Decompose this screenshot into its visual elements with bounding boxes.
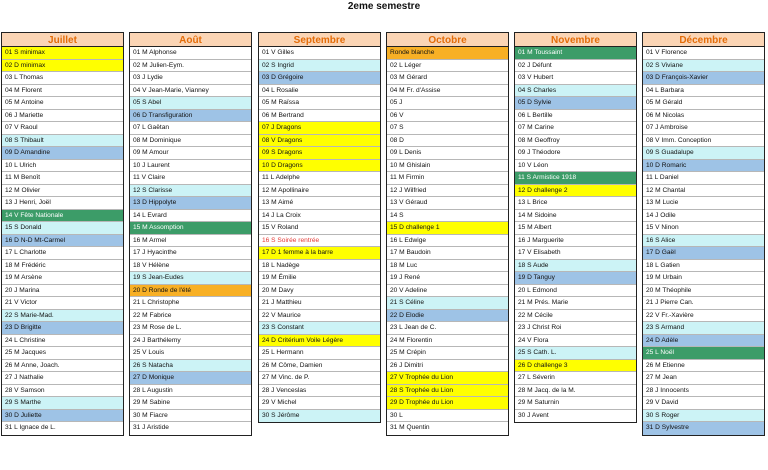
day-row: 27 M Vinc. de P. xyxy=(259,372,380,385)
day-row: 08 M Geoffroy xyxy=(515,135,636,148)
day-row: 17 L Charlotte xyxy=(2,247,123,260)
day-row: 20 J Marina xyxy=(2,285,123,298)
day-row: 22 V Fr.-Xavière xyxy=(643,310,764,323)
day-row: 02 L Léger xyxy=(387,60,508,73)
day-row: 08 V Dragons xyxy=(259,135,380,148)
day-row: 23 J Christ Roi xyxy=(515,322,636,335)
day-row: 30 M Fiacre xyxy=(130,410,251,423)
day-row: 19 J René xyxy=(387,272,508,285)
day-row: 11 L Daniel xyxy=(643,172,764,185)
day-row: 23 M Rose de L. xyxy=(130,322,251,335)
day-row: 05 J xyxy=(387,97,508,110)
day-row: 05 S Abel xyxy=(130,97,251,110)
day-row: 15 V Roland xyxy=(259,222,380,235)
day-row: 29 D Trophée du Lion xyxy=(387,397,508,410)
day-row: 08 D xyxy=(387,135,508,148)
day-row: 10 D Romaric xyxy=(643,160,764,173)
day-list xyxy=(258,47,381,423)
day-row: 01 V Gilles xyxy=(259,47,380,60)
day-row: 13 J Henri, Joël xyxy=(2,197,123,210)
day-row: 18 M Frédéric xyxy=(2,260,123,273)
day-row: 13 M Aimé xyxy=(259,197,380,210)
day-row: 21 S Céline xyxy=(387,297,508,310)
day-row: 19 S Jean-Eudes xyxy=(130,272,251,285)
day-row: 07 L Gaëtan xyxy=(130,122,251,135)
day-row: 17 D Gaël xyxy=(643,247,764,260)
day-row: 20 D Ronde de l'été xyxy=(130,285,251,298)
day-row: 14 L Evrard xyxy=(130,210,251,223)
day-row: 14 J Odile xyxy=(643,210,764,223)
day-list xyxy=(642,47,765,436)
day-row: 08 V Imm. Conception xyxy=(643,135,764,148)
day-row: 02 S Ingrid xyxy=(259,60,380,73)
day-row: 29 V David xyxy=(643,397,764,410)
day-row: 06 D Transfiguration xyxy=(130,110,251,123)
month-column xyxy=(642,32,765,436)
day-row: 10 M Ghislain xyxy=(387,160,508,173)
day-row: 28 M Jacq. de la M. xyxy=(515,385,636,398)
day-row: 29 M Saturnin xyxy=(515,397,636,410)
day-row: 01 M Toussaint xyxy=(515,47,636,60)
day-row: 05 D Sylvie xyxy=(515,97,636,110)
day-row: 04 M Florent xyxy=(2,85,123,98)
day-row: 31 M Quentin xyxy=(387,422,508,435)
day-row: 04 V Jean-Marie, Vianney xyxy=(130,85,251,98)
day-row: 20 L Edmond xyxy=(515,285,636,298)
day-row: 19 M Arsène xyxy=(2,272,123,285)
month-column xyxy=(129,32,252,436)
day-row: 15 V Ninon xyxy=(643,222,764,235)
day-row: 14 V Fête Nationale xyxy=(2,210,123,223)
day-row: 25 M Crépin xyxy=(387,347,508,360)
day-row: 20 V Adeline xyxy=(387,285,508,298)
day-row: 23 S Armand xyxy=(643,322,764,335)
day-row: 12 M Chantal xyxy=(643,185,764,198)
day-row: 14 J La Croix xyxy=(259,210,380,223)
day-row: 17 M Baudoin xyxy=(387,247,508,260)
day-list xyxy=(129,47,252,436)
day-row: 12 M Apollinaire xyxy=(259,185,380,198)
day-row: 11 M Firmin xyxy=(387,172,508,185)
day-row: 26 J Dimitri xyxy=(387,360,508,373)
day-row: 21 J Pierre Can. xyxy=(643,297,764,310)
day-row: 19 M Urbain xyxy=(643,272,764,285)
day-row: 03 L Thomas xyxy=(2,72,123,85)
day-list xyxy=(1,47,124,436)
day-row: 03 M Gérard xyxy=(387,72,508,85)
day-row: 16 M Armel xyxy=(130,235,251,248)
day-row: 24 L Christine xyxy=(2,335,123,348)
day-row: 22 V Maurice xyxy=(259,310,380,323)
day-row: 23 L Jean de C. xyxy=(387,322,508,335)
day-row: 13 V Géraud xyxy=(387,197,508,210)
day-row: 22 M Cécile xyxy=(515,310,636,323)
day-row: 11 M Benoît xyxy=(2,172,123,185)
day-row: 23 S Constant xyxy=(259,322,380,335)
day-row: 27 D Monique xyxy=(130,372,251,385)
day-row: 29 S Marthe xyxy=(2,397,123,410)
day-row: 21 V Victor xyxy=(2,297,123,310)
day-row: 24 D Critérium Voile Légère xyxy=(259,335,380,348)
day-row: 25 V Louis xyxy=(130,347,251,360)
day-row: 01 M Alphonse xyxy=(130,47,251,60)
day-row: 02 D minimax xyxy=(2,60,123,73)
day-row: 02 S Viviane xyxy=(643,60,764,73)
day-row: 04 M Fr. d'Assise xyxy=(387,85,508,98)
day-row: 26 M Anne, Joach. xyxy=(2,360,123,373)
day-row: 12 D challenge 2 xyxy=(515,185,636,198)
day-row: 09 S Dragons xyxy=(259,147,380,160)
day-row: 06 J Mariette xyxy=(2,110,123,123)
day-row: 03 V Hubert xyxy=(515,72,636,85)
day-row: 04 S Charles xyxy=(515,85,636,98)
day-row: 19 M Émilie xyxy=(259,272,380,285)
page-title: 2eme semestre xyxy=(347,1,421,12)
day-row: 15 D challenge 1 xyxy=(387,222,508,235)
day-row: 24 D Adèle xyxy=(643,335,764,348)
day-row: 04 L Barbara xyxy=(643,85,764,98)
day-row: 16 L Edwige xyxy=(387,235,508,248)
day-row: 28 J Venceslas xyxy=(259,385,380,398)
day-row: 06 M Bertrand xyxy=(259,110,380,123)
day-row: 05 M Gérald xyxy=(643,97,764,110)
day-row: 03 J Lydie xyxy=(130,72,251,85)
day-row: 07 J Ambroise xyxy=(643,122,764,135)
day-list xyxy=(514,47,637,423)
day-row: 27 V Trophée du Lion xyxy=(387,372,508,385)
day-row: 08 M Dominique xyxy=(130,135,251,148)
day-row: 26 M Etienne xyxy=(643,360,764,373)
day-row: 10 V Léon xyxy=(515,160,636,173)
day-row: 24 J Barthélemy xyxy=(130,335,251,348)
day-row: 03 D Grégoire xyxy=(259,72,380,85)
day-row: 18 V Hélène xyxy=(130,260,251,273)
day-row: 29 M Sabine xyxy=(130,397,251,410)
month-header: Août xyxy=(129,32,252,47)
day-row: 20 M Théophile xyxy=(643,285,764,298)
day-row: 28 L Augustin xyxy=(130,385,251,398)
day-row: 15 M Assomption xyxy=(130,222,251,235)
day-row: 31 D Sylvestre xyxy=(643,422,764,435)
day-row: 25 S Cath. L. xyxy=(515,347,636,360)
day-row: 27 L Séverin xyxy=(515,372,636,385)
day-row: 30 L xyxy=(387,410,508,423)
day-row: 09 J Théodore xyxy=(515,147,636,160)
day-row: 08 S Thibault xyxy=(2,135,123,148)
day-row: 01 S minimax xyxy=(2,47,123,60)
day-row: 18 L Nadège xyxy=(259,260,380,273)
day-row: 05 M Raïssa xyxy=(259,97,380,110)
day-row: 22 M Fabrice xyxy=(130,310,251,323)
day-row: 30 J Avent xyxy=(515,410,636,423)
day-row: 28 J Innocents xyxy=(643,385,764,398)
day-row: 11 V Claire xyxy=(130,172,251,185)
day-row: 07 J Dragons xyxy=(259,122,380,135)
month-header: Juillet xyxy=(1,32,124,47)
day-row: 11 S Armistice 1918 xyxy=(515,172,636,185)
day-row: 07 V Raoul xyxy=(2,122,123,135)
day-row: 05 M Antoine xyxy=(2,97,123,110)
day-row: 06 V xyxy=(387,110,508,123)
day-row: 21 M Prés. Marie xyxy=(515,297,636,310)
day-row: 25 L Hermann xyxy=(259,347,380,360)
month-column xyxy=(514,32,637,423)
day-row: 28 V Samson xyxy=(2,385,123,398)
day-row: 21 L Christophe xyxy=(130,297,251,310)
day-row: 30 D Juliette xyxy=(2,410,123,423)
day-row: 13 D Hippolyte xyxy=(130,197,251,210)
day-row: 14 M Sidoine xyxy=(515,210,636,223)
day-list xyxy=(386,47,509,436)
day-row: 27 M Jean xyxy=(643,372,764,385)
day-row: 20 M Davy xyxy=(259,285,380,298)
day-row: Ronde blanche xyxy=(387,47,508,60)
day-row: 24 V Flora xyxy=(515,335,636,348)
day-row: 12 J Wilfried xyxy=(387,185,508,198)
day-row: 17 D 1 femme à la barre xyxy=(259,247,380,260)
day-row: 31 J Aristide xyxy=(130,422,251,435)
day-row: 16 D N-D Mt-Carmel xyxy=(2,235,123,248)
day-row: 23 D Brigitte xyxy=(2,322,123,335)
day-row: 18 M Luc xyxy=(387,260,508,273)
month-header: Septembre xyxy=(258,32,381,47)
day-row: 19 D Tanguy xyxy=(515,272,636,285)
month-header: Novembre xyxy=(514,32,637,47)
day-row: 02 M Julien-Eym. xyxy=(130,60,251,73)
day-row: 24 M Florentin xyxy=(387,335,508,348)
day-row: 15 S Donald xyxy=(2,222,123,235)
day-row: 12 M Olivier xyxy=(2,185,123,198)
day-row: 26 S Natacha xyxy=(130,360,251,373)
day-row: 16 J Marguerite xyxy=(515,235,636,248)
day-row: 25 L Noël xyxy=(643,347,764,360)
month-column xyxy=(258,32,381,423)
day-row: 28 S Trophée du Lion xyxy=(387,385,508,398)
day-row: 03 D François-Xavier xyxy=(643,72,764,85)
day-row: 09 D Amandine xyxy=(2,147,123,160)
day-row: 01 V Florence xyxy=(643,47,764,60)
month-column xyxy=(1,32,124,436)
day-row: 13 M Lucie xyxy=(643,197,764,210)
day-row: 10 J Laurent xyxy=(130,160,251,173)
day-row: 26 D challenge 3 xyxy=(515,360,636,373)
day-row: 17 J Hyacinthe xyxy=(130,247,251,260)
day-row: 12 S Clarisse xyxy=(130,185,251,198)
month-header: Octobre xyxy=(386,32,509,47)
day-row: 07 S xyxy=(387,122,508,135)
day-row: 29 V Michel xyxy=(259,397,380,410)
day-row: 16 S Alice xyxy=(643,235,764,248)
day-row: 31 L Ignace de L. xyxy=(2,422,123,435)
month-column xyxy=(386,32,509,436)
day-row: 06 L Bertille xyxy=(515,110,636,123)
day-row: 30 S Roger xyxy=(643,410,764,423)
day-row: 16 S Soirée rentrée xyxy=(259,235,380,248)
day-row: 14 S xyxy=(387,210,508,223)
day-row: 13 L Brice xyxy=(515,197,636,210)
day-row: 07 M Carine xyxy=(515,122,636,135)
day-row: 06 M Nicolas xyxy=(643,110,764,123)
day-row: 27 J Nathalie xyxy=(2,372,123,385)
day-row: 15 M Albert xyxy=(515,222,636,235)
day-row: 18 L Gatien xyxy=(643,260,764,273)
day-row: 09 L Denis xyxy=(387,147,508,160)
day-row: 26 M Côme, Damien xyxy=(259,360,380,373)
day-row: 17 V Elisabeth xyxy=(515,247,636,260)
day-row: 22 S Marie-Mad. xyxy=(2,310,123,323)
month-header: Décembre xyxy=(642,32,765,47)
day-row: 18 S Aude xyxy=(515,260,636,273)
day-row: 10 L Ulrich xyxy=(2,160,123,173)
day-row: 30 S Jérôme xyxy=(259,410,380,423)
day-row: 09 S Guadalupe xyxy=(643,147,764,160)
day-row: 10 D Dragons xyxy=(259,160,380,173)
day-row: 04 L Rosalie xyxy=(259,85,380,98)
day-row: 22 D Elodie xyxy=(387,310,508,323)
day-row: 09 M Amour xyxy=(130,147,251,160)
day-row: 21 J Matthieu xyxy=(259,297,380,310)
day-row: 25 M Jacques xyxy=(2,347,123,360)
day-row: 02 J Défunt xyxy=(515,60,636,73)
day-row: 11 L Adelphe xyxy=(259,172,380,185)
